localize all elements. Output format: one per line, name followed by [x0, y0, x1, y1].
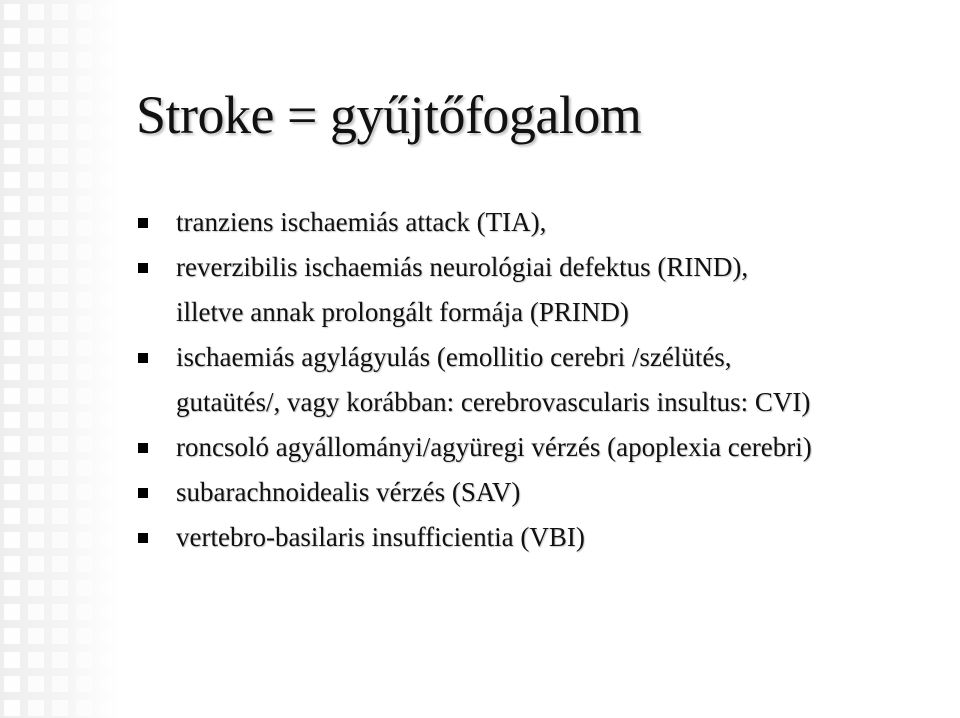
bullet-line: ischaemiás agylágyulás (emollitio cerebri /szélütés,	[176, 342, 732, 372]
decorative-square	[28, 244, 44, 260]
decorative-square	[52, 700, 68, 716]
bullet-line: illetve annak prolongált formája (PRIND)	[176, 297, 629, 327]
bullet-line: tranziens ischaemiás attack (TIA),	[176, 207, 547, 237]
decorative-square	[100, 28, 116, 44]
decorative-square	[52, 196, 68, 212]
decorative-square	[28, 100, 44, 116]
decorative-square	[100, 196, 116, 212]
decorative-square	[4, 556, 20, 572]
decorative-square	[28, 556, 44, 572]
decorative-square	[4, 244, 20, 260]
square-bullet-icon	[138, 488, 148, 498]
decorative-square	[28, 316, 44, 332]
decorative-square	[28, 388, 44, 404]
decorative-square	[100, 148, 116, 164]
decorative-square	[100, 124, 116, 140]
decorative-square	[52, 124, 68, 140]
decorative-square	[28, 508, 44, 524]
decorative-square	[100, 556, 116, 572]
decorative-square	[100, 676, 116, 692]
decorative-square	[4, 508, 20, 524]
decorative-square	[4, 628, 20, 644]
decorative-square	[28, 196, 44, 212]
bullet-line: reverzibilis ischaemiás neurológiai defektus (RIND),	[176, 252, 749, 282]
decorative-square	[28, 604, 44, 620]
decorative-square	[100, 316, 116, 332]
decorative-square	[4, 148, 20, 164]
decorative-square	[4, 700, 20, 716]
decorative-square	[28, 484, 44, 500]
decorative-square	[4, 436, 20, 452]
decorative-square	[52, 220, 68, 236]
decorative-square	[4, 388, 20, 404]
decorative-square	[76, 484, 92, 500]
decorative-square	[100, 244, 116, 260]
decorative-square	[28, 700, 44, 716]
bullet-line: gutaütés/, vagy korábban: cerebrovascularis insultus: CVI)	[176, 387, 811, 417]
decorative-square	[4, 532, 20, 548]
decorative-square	[52, 268, 68, 284]
decorative-square	[76, 604, 92, 620]
decorative-square	[28, 532, 44, 548]
bullet-item-apoplexia	[136, 425, 956, 470]
decorative-square	[28, 220, 44, 236]
decorative-square	[52, 412, 68, 428]
decorative-square	[52, 460, 68, 476]
bullet-item-tia	[136, 200, 956, 245]
decorative-square	[28, 28, 44, 44]
decorative-square	[52, 28, 68, 44]
bullet-item-sav	[136, 470, 956, 515]
decorative-square	[76, 148, 92, 164]
decorative-square	[52, 4, 68, 20]
decorative-square	[52, 172, 68, 188]
decorative-square	[76, 292, 92, 308]
decorative-square	[100, 268, 116, 284]
decorative-square	[100, 508, 116, 524]
decorative-square	[28, 292, 44, 308]
decorative-square	[4, 484, 20, 500]
decorative-square	[28, 460, 44, 476]
decorative-square	[52, 484, 68, 500]
decorative-square	[76, 196, 92, 212]
decorative-square	[28, 412, 44, 428]
decorative-square	[52, 292, 68, 308]
decorative-square	[4, 4, 20, 20]
decorative-square	[76, 628, 92, 644]
bullet-item-rind	[136, 245, 956, 335]
square-bullet-icon	[138, 263, 148, 273]
decorative-square	[76, 652, 92, 668]
decorative-square	[52, 676, 68, 692]
decorative-square	[4, 460, 20, 476]
decorative-square	[100, 532, 116, 548]
decorative-square	[52, 508, 68, 524]
decorative-square	[100, 628, 116, 644]
decorative-square	[100, 100, 116, 116]
decorative-square	[100, 484, 116, 500]
decorative-square	[76, 76, 92, 92]
square-bullet-icon	[138, 443, 148, 453]
decorative-square	[4, 604, 20, 620]
decorative-square	[28, 148, 44, 164]
bullet-line: vertebro-basilaris insufficientia (VBI)	[176, 522, 585, 552]
decorative-square	[100, 652, 116, 668]
decorative-square	[4, 28, 20, 44]
decorative-square	[76, 676, 92, 692]
decorative-square	[52, 388, 68, 404]
decorative-square	[100, 460, 116, 476]
decorative-square	[100, 604, 116, 620]
slide-title: Stroke = gyűjtőfogalom	[136, 85, 642, 145]
decorative-square	[28, 364, 44, 380]
decorative-square	[76, 268, 92, 284]
square-bullet-icon	[138, 533, 148, 543]
decorative-square	[52, 580, 68, 596]
decorative-square	[100, 412, 116, 428]
bullet-line: subarachnoidealis vérzés (SAV)	[176, 477, 521, 507]
decorative-square	[76, 412, 92, 428]
decorative-square	[76, 508, 92, 524]
decorative-square	[100, 172, 116, 188]
decorative-square	[28, 124, 44, 140]
decorative-square	[4, 172, 20, 188]
decorative-square	[76, 700, 92, 716]
decorative-square	[76, 316, 92, 332]
decorative-square	[4, 412, 20, 428]
square-bullet-icon	[138, 353, 148, 363]
decorative-square	[28, 52, 44, 68]
decorative-square	[4, 268, 20, 284]
decorative-square	[4, 676, 20, 692]
decorative-square	[76, 364, 92, 380]
decorative-square	[76, 220, 92, 236]
decorative-square	[100, 220, 116, 236]
decorative-square	[100, 76, 116, 92]
decorative-square	[76, 124, 92, 140]
decorative-square	[4, 292, 20, 308]
decorative-square	[52, 532, 68, 548]
decorative-square	[4, 196, 20, 212]
decorative-square	[100, 52, 116, 68]
decorative-square	[100, 292, 116, 308]
decorative-square	[100, 364, 116, 380]
decorative-square	[28, 4, 44, 20]
decorative-square	[100, 580, 116, 596]
decorative-square	[4, 340, 20, 356]
decorative-square	[76, 100, 92, 116]
decorative-square	[28, 268, 44, 284]
decorative-square	[28, 340, 44, 356]
decorative-square	[52, 604, 68, 620]
bullet-item-vbi	[136, 515, 956, 560]
bullet-item-cvi	[136, 335, 956, 425]
decorative-square	[52, 52, 68, 68]
square-bullet-icon	[138, 218, 148, 228]
decorative-square	[4, 316, 20, 332]
decorative-square	[76, 52, 92, 68]
decorative-square	[4, 100, 20, 116]
decorative-square	[4, 364, 20, 380]
decorative-square	[76, 28, 92, 44]
decorative-square	[76, 388, 92, 404]
decorative-square	[4, 124, 20, 140]
decorative-square	[100, 4, 116, 20]
decorative-square-pattern	[0, 0, 120, 718]
decorative-square	[100, 340, 116, 356]
decorative-square	[52, 340, 68, 356]
decorative-square	[52, 100, 68, 116]
bullet-line: roncsoló agyállományi/agyüregi vérzés (apoplexia cerebri)	[176, 432, 812, 462]
decorative-square	[28, 676, 44, 692]
decorative-square	[52, 244, 68, 260]
decorative-square	[4, 52, 20, 68]
decorative-square	[28, 76, 44, 92]
decorative-square	[28, 652, 44, 668]
decorative-square	[52, 76, 68, 92]
decorative-square	[76, 340, 92, 356]
decorative-square	[76, 532, 92, 548]
decorative-square	[4, 580, 20, 596]
decorative-square	[52, 364, 68, 380]
decorative-square	[28, 436, 44, 452]
decorative-square	[4, 76, 20, 92]
decorative-square	[76, 436, 92, 452]
decorative-square	[76, 460, 92, 476]
decorative-square	[76, 580, 92, 596]
decorative-square	[28, 628, 44, 644]
decorative-square	[76, 556, 92, 572]
bullet-list	[136, 200, 956, 560]
decorative-square	[4, 652, 20, 668]
decorative-square	[52, 628, 68, 644]
decorative-square	[4, 220, 20, 236]
decorative-square	[52, 652, 68, 668]
decorative-square	[52, 436, 68, 452]
decorative-square	[76, 4, 92, 20]
decorative-square	[28, 580, 44, 596]
decorative-square	[100, 700, 116, 716]
decorative-square	[52, 148, 68, 164]
decorative-square	[52, 316, 68, 332]
decorative-square	[100, 436, 116, 452]
decorative-square	[28, 172, 44, 188]
decorative-square	[76, 172, 92, 188]
decorative-square	[76, 244, 92, 260]
decorative-square	[100, 388, 116, 404]
decorative-square	[52, 556, 68, 572]
